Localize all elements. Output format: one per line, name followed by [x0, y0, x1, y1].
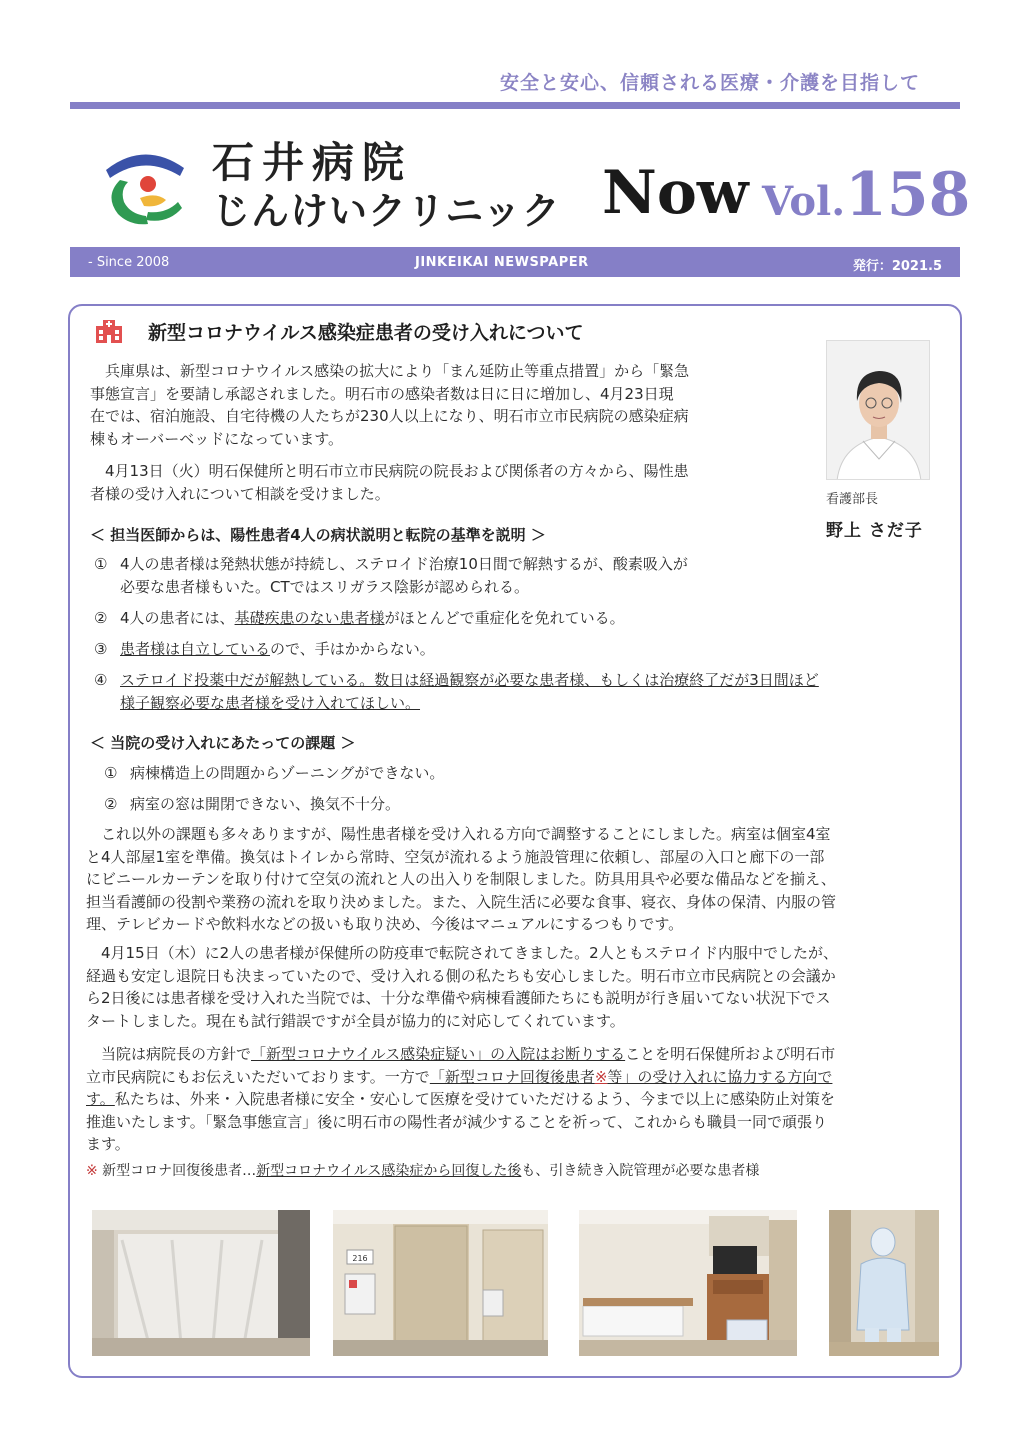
footnote: ※ 新型コロナ回復後患者…新型コロナウイルス感染症から回復した後も、引き続き入院管理が必要な患者様: [86, 1163, 760, 1179]
photo-room-door: [333, 1210, 548, 1356]
list-item: ③ 患者様は自立しているので、手はかからない。: [94, 640, 435, 658]
svg-text:216: 216: [352, 1254, 368, 1263]
article-title: 新型コロナウイルス感染症患者の受け入れについて: [148, 322, 584, 344]
photo-protective-gear: [829, 1210, 939, 1356]
list-item: ④ ステロイド投薬中だが解熱している。数日は経過観察が必要な患者様、もしくは治療終了だが3日間ほど 様子観察必要な患者様を受け入れてほしい。: [94, 671, 819, 712]
hospital-logo-icon: [96, 140, 192, 228]
tagline: 安全と安心、信頼される医療・介護を目指して: [499, 72, 920, 94]
paragraph-3: これ以外の課題も多々ありますが、陽性患者様を受け入れる方向で調整することにしました。病室は個室4室 と4人部屋1室を準備。換気はトイレから常時、空気が流れるよう施設管理に依頼し、部屋の入口と廊下の一部 にビニールカーテンを取り付けて空気の流れと人の出入りを制限しました。防具用具や必要な備品などを揃え、 担当看護師の役割や業務の流れを取り決めました。また、入院生活に必要な食事、寝衣、身体の保清、内服の管 理、テレビカードや飲料水などの扱いも取り決め、今後はマニュアルにするつもりです。: [86, 825, 837, 933]
list-item: ② 病室の窓は開閉できない、換気不十分。: [104, 795, 401, 813]
author-photo: [826, 340, 930, 480]
paragraph-2: 4月13日（火）明石保健所と明石市立市民病院の院長および関係者の方々から、陽性患 者様の受け入れについて相談を受けました。: [90, 462, 689, 503]
clinic-name: じんけいクリニック: [212, 189, 561, 233]
list-item: ① 4人の患者様は発熱状態が持続し、ステロイド治療10日間で解熱するが、酸素吸入が 必要な患者様もいた。CTではスリガラス陰影が認められる。: [94, 555, 688, 596]
paragraph-5: 当院は病院長の方針で「新型コロナウイルス感染症疑い」の入院はお断りすることを明石保健所および明石市 立市民病院にもお伝えいただいております。一方で「新型コロナ回復後患者※等」の受け入れに協力する方向で す。私たちは、外来・入院患者様に安全・安心して医療を受けていただけるよう、今まで以上に感染防止対策を 推進いたします。「緊急事態宣言」後に明石市の陽性者が減少することを祈って、これからも職員一同で頑張り ます。: [86, 1045, 836, 1153]
masthead-band: [70, 247, 960, 277]
photo-patient-room: [579, 1210, 797, 1356]
top-rule: [70, 102, 960, 109]
section-heading-doctor: ＜ 担当医師からは、陽性患者4人の病状説明と転院の基準を説明 ＞: [90, 526, 546, 544]
hospital-name: 石井病院: [212, 138, 413, 187]
list-item: ② 4人の患者には、基礎疾患のない患者様がほとんどで重症化を免れている。: [94, 609, 625, 627]
list-item: ① 病棟構造上の問題からゾーニングができない。: [104, 764, 445, 782]
hospital-building-icon: [94, 318, 124, 344]
newsletter-title: Now: [602, 158, 749, 228]
newspaper-label: JINKEIKAI NEWSPAPER: [415, 255, 589, 270]
paragraph-4: 4月15日（木）に2人の患者様が保健所の防疫車で転院されてきました。2人ともステロイド内服中でしたが、 経過も安定し退院日も決まっていたので、受け入れる側の私たちも安心しました。明石市立市民病院との会議か ら2日後には患者様を受け入れた当院では、十分な準備や病棟看護師たちにも説明が行き届いてない状況下でス タートしました。現在も試行錯誤ですが全員が協力的に対応してくれています。: [86, 944, 838, 1030]
photo-vinyl-curtain: [92, 1210, 310, 1356]
section-heading-issues: ＜ 当院の受け入れにあたっての課題 ＞: [90, 734, 356, 752]
issue-date: 発行：2021.5: [852, 259, 942, 274]
author-role: 看護部長: [826, 492, 879, 507]
author-name: 野上 さだ子: [826, 521, 923, 541]
since-label: - Since 2008: [88, 255, 170, 270]
volume-number: Vol.158: [762, 160, 971, 230]
paragraph-1: 兵庫県は、新型コロナウイルス感染の拡大により「まん延防止等重点措置」から「緊急 事態宣言」を要請し承認されました。明石市の感染者数は日に日に増加し、4月23日現 在では、宿泊施設、自宅待機の人たちが230人以上になり、明石市立市民病院の感染症病 棟もオーバーベッドになっています。: [90, 362, 690, 448]
